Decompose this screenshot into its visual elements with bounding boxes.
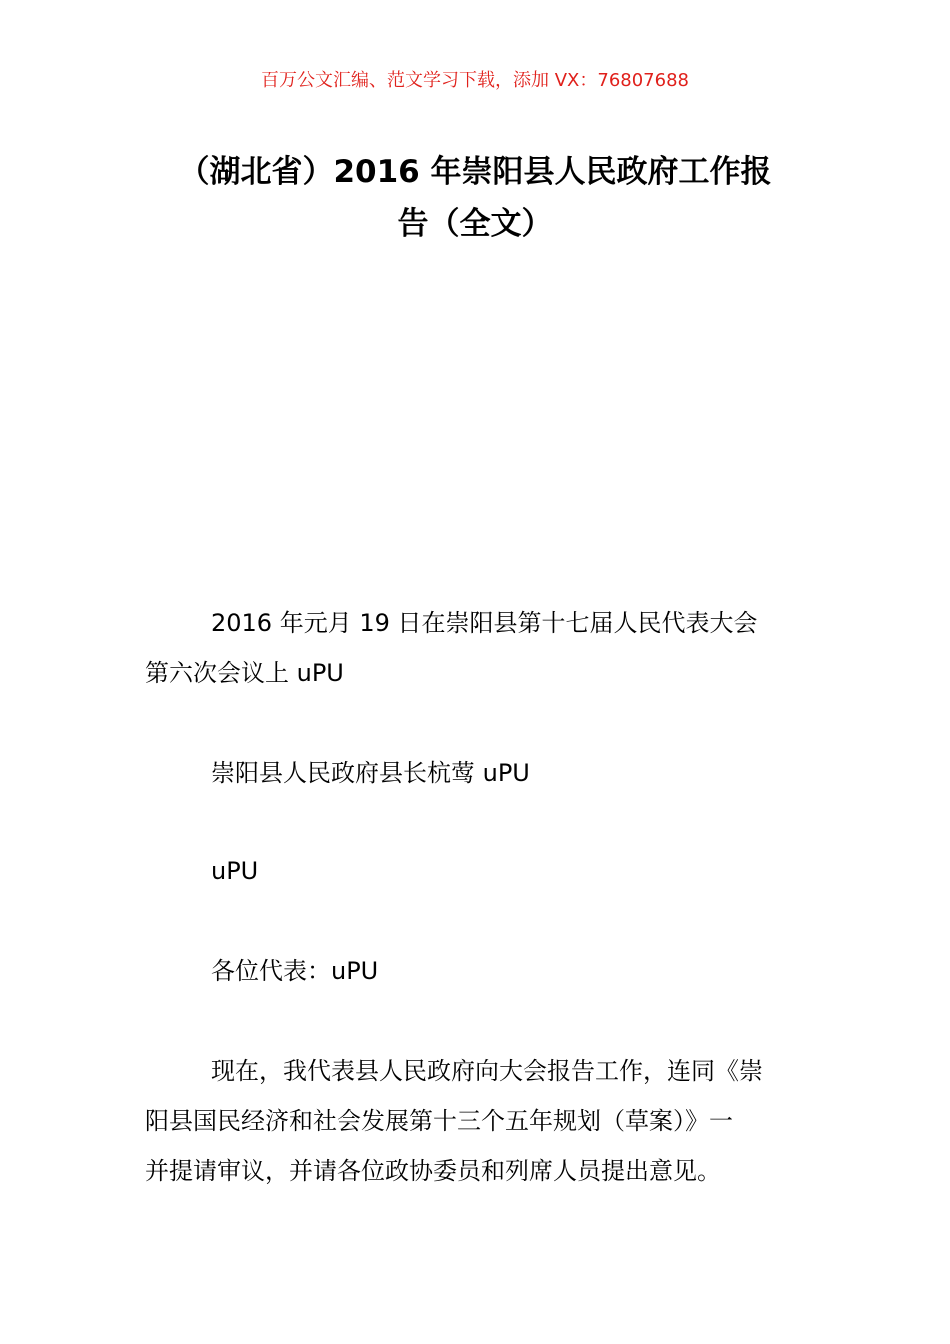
paragraph-line: 阳县国民经济和社会发展第十三个五年规划（草案）》一 [145, 1107, 733, 1135]
paragraph-speaker [145, 748, 815, 798]
header-note: 百万公文汇编、范文学习下载，添加 VX：76807688 [261, 70, 689, 91]
paragraph-line: 崇阳县人民政府县长杭莺 uPU [211, 759, 530, 787]
paragraph-line: uPU [211, 857, 259, 885]
document-title [0, 146, 950, 250]
paragraph-line: 并提请审议，并请各位政协委员和列席人员提出意见。 [145, 1157, 721, 1185]
title-line-1: （湖北省）2016 年崇阳县人民政府工作报 [178, 154, 772, 190]
paragraph-artifact [145, 846, 815, 896]
paragraph-line: 各位代表：uPU [211, 957, 379, 985]
paragraph-meeting-info [145, 598, 815, 698]
paragraph-line: 现在，我代表县人民政府向大会报告工作，连同《崇 [211, 1057, 763, 1085]
paragraph-line: 第六次会议上 uPU [145, 659, 344, 687]
paragraph-opening [145, 1046, 815, 1196]
title-line-2: 告（全文） [397, 206, 553, 242]
paragraph-line: 2016 年元月 19 日在崇阳县第十七届人民代表大会 [211, 609, 758, 637]
paragraph-salutation [145, 946, 815, 996]
